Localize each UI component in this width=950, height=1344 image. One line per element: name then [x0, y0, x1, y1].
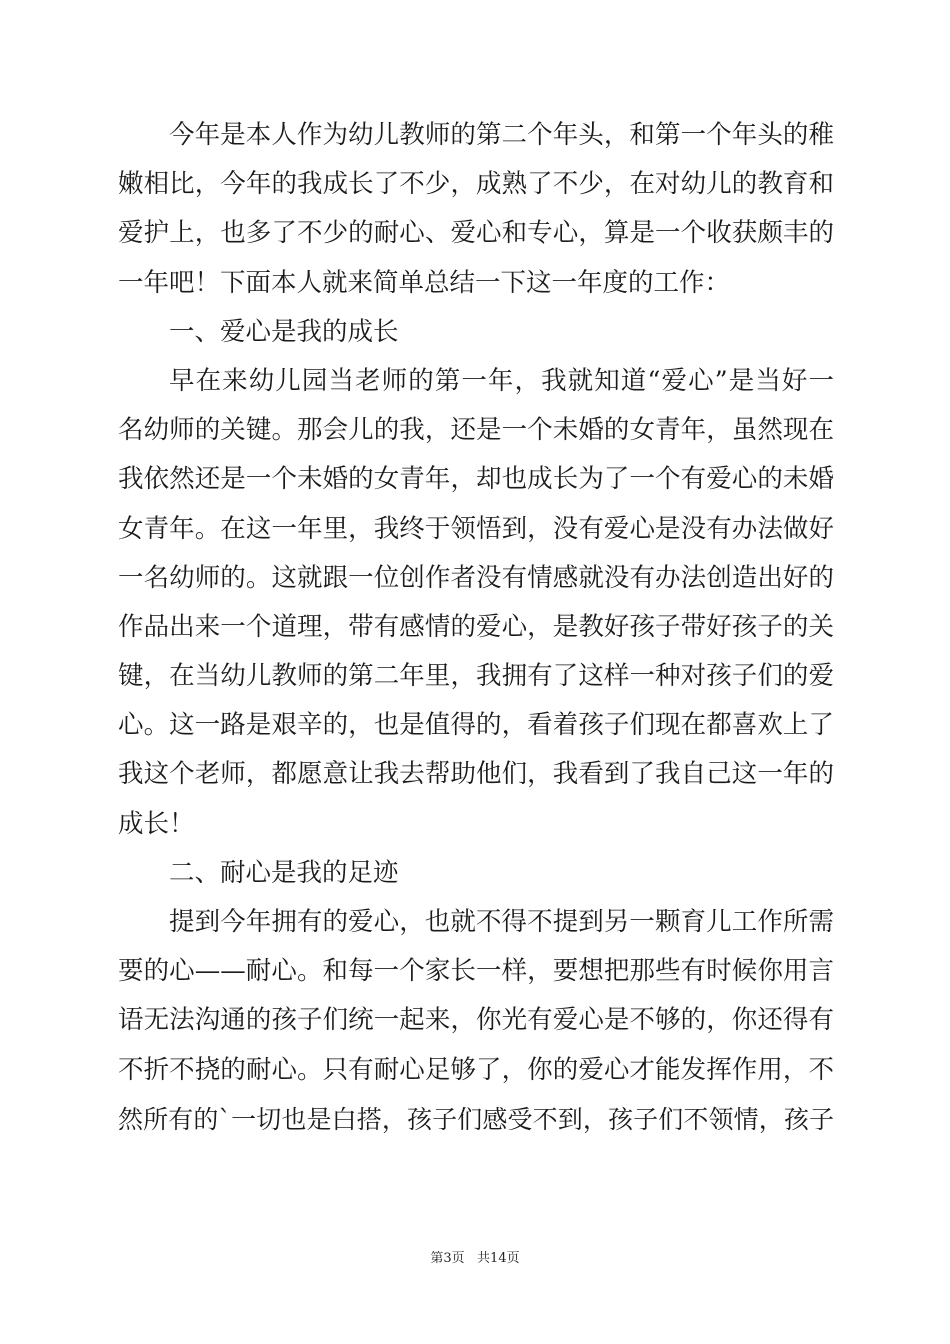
text-line: 爱护上，也多了不少的耐心、爱心和专心，算是一个收获颇丰的 [118, 218, 834, 249]
text-line: 语无法沟通的孩子们统一起来，你光有爱心是不够的，你还得有 [118, 1005, 834, 1036]
page-number-footer: 第3页 共14页 [430, 1251, 520, 1266]
text-line: 女青年。在这一年里，我终于领悟到，没有爱心是没有办法做好 [118, 513, 834, 544]
text-line: 然所有的`一切也是白搭，孩子们感受不到，孩子们不领情，孩子 [118, 1104, 834, 1134]
text-line: 不折不挠的耐心。只有耐心足够了，你的爱心才能发挥作用，不 [118, 1054, 834, 1085]
text-line: 嫩相比，今年的我成长了不少，成熟了不少，在对幼儿的教育和 [118, 169, 834, 200]
text-line: 名幼师的关键。那会儿的我，还是一个未婚的女青年，虽然现在 [118, 415, 834, 446]
text-line: 成长！ [118, 808, 195, 839]
text-line: 今年是本人作为幼儿教师的第二个年头，和第一个年头的稚 [169, 120, 834, 150]
text-line: 一、爱心是我的成长 [169, 316, 399, 347]
text-line: 键，在当幼儿教师的第二年里，我拥有了这样一种对孩子们的爱 [118, 661, 834, 692]
document-body [118, 111, 834, 1144]
text-line: 我依然还是一个未婚的女青年，却也成长为了一个有爱心的未婚 [118, 464, 834, 495]
text-line: 我这个老师，都愿意让我去帮助他们，我看到了我自己这一年的 [118, 759, 834, 790]
text-line: 心。这一路是艰辛的，也是值得的，看着孩子们现在都喜欢上了 [118, 710, 834, 741]
text-line: 要的心——耐心。和每一个家长一样，要想把那些有时候你用言 [118, 956, 834, 987]
text-line: 一年吧！下面本人就来简单总结一下这一年度的工作： [118, 267, 731, 298]
text-line: 一名幼师的。这就跟一位创作者没有情感就没有办法创造出好的 [118, 562, 834, 593]
text-line: 二、耐心是我的足迹 [169, 857, 399, 888]
text-line: 作品出来一个道理，带有感情的爱心，是教好孩子带好孩子的关 [118, 611, 834, 642]
text-line: 提到今年拥有的爱心，也就不得不提到另一颗育儿工作所需 [169, 907, 834, 937]
text-line: 早在来幼儿园当老师的第一年，我就知道“爱心”是当好一 [169, 365, 834, 396]
